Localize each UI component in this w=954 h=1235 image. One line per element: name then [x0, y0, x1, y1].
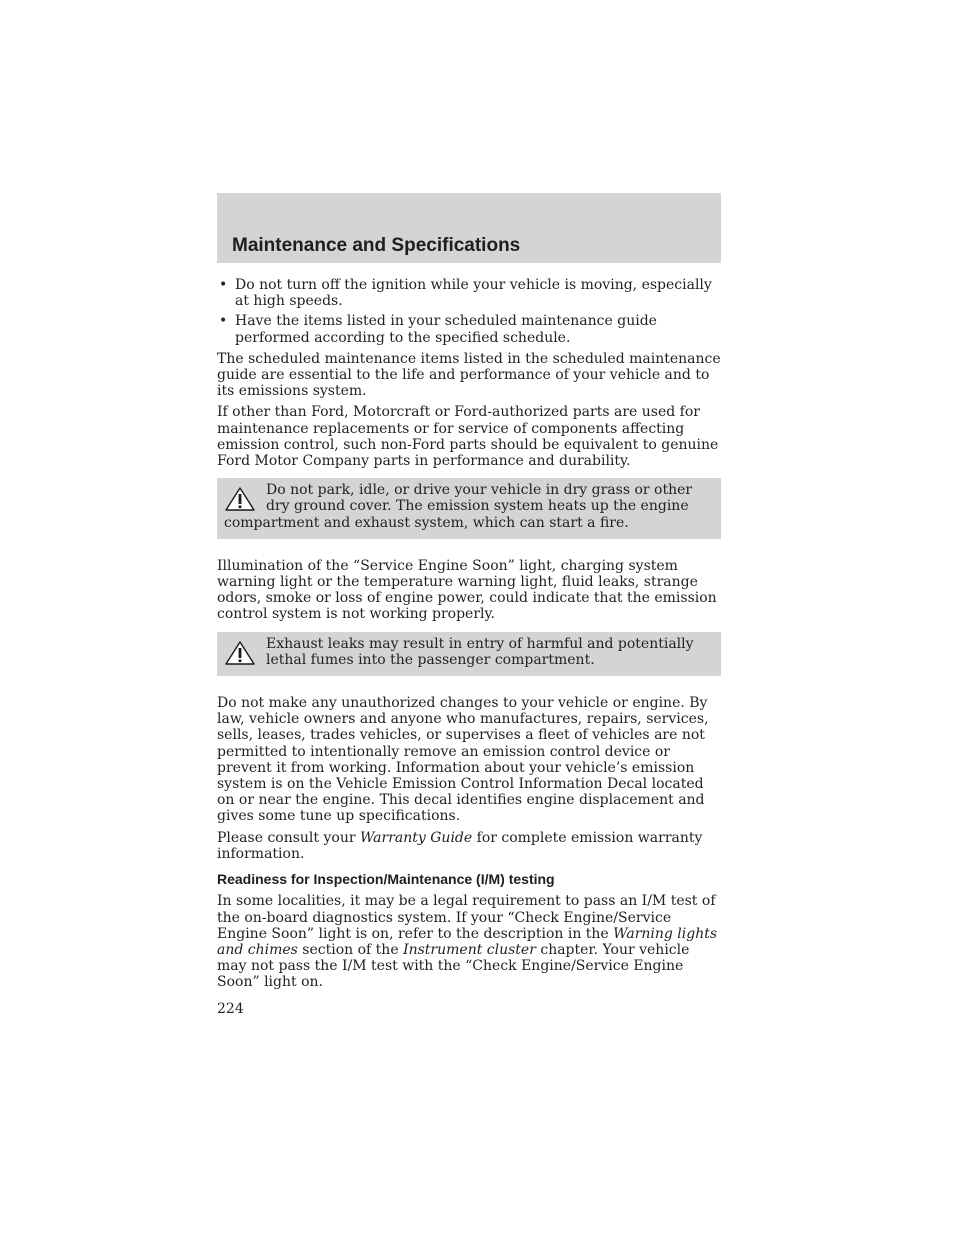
page-content — [217, 277, 721, 1022]
italic-section-reference: Warning lights and chimes — [217, 925, 718, 958]
italic-title-warranty-guide: Warranty Guide — [360, 829, 473, 846]
bullet-dot: • — [219, 277, 228, 293]
italic-chapter-reference: Instrument cluster — [403, 941, 536, 958]
bullet-list — [217, 277, 721, 346]
paragraph-im-test — [217, 893, 721, 990]
text-span: section of the — [297, 941, 404, 958]
paragraph-illumination: Illumination of the “Service Engine Soon” light, charging system warning light or the temperature warning light, fluid leaks, strange odors, smoke or loss of engine power, could indicate that the emission control system is not working properly. — [217, 557, 717, 623]
paragraph-scheduled-maintenance: The scheduled maintenance items listed in the scheduled maintenance guide are essential to the life and performance of your vehicle and to its emissions system. — [217, 350, 721, 400]
paragraph-unauthorized-changes: Do not make any unauthorized changes to your vehicle or engine. By law, vehicle owners and anyone who manufactures, repairs, services, sells, leases, trades vehicles, or supervises a fleet of vehicles are not permitted to intentionally remove an emission control device or prevent it from working. Information about your vehicle’s emission system is on the Vehicle Emission Control Information Decal located on or near the engine. This decal identifies engine displacement and gives some tune up specifications. — [217, 695, 709, 825]
text-span: Please consult your — [217, 829, 360, 846]
list-item — [217, 277, 721, 309]
text-span: chapter. Your vehicle may not pass the I/M test with the “Check Engine/Service Engine Soon” light on. — [217, 941, 690, 991]
section-header — [217, 193, 721, 263]
list-item — [217, 313, 721, 345]
bullet-text: Have the items listed in your scheduled maintenance guide performed according to the specified schedule. — [235, 313, 657, 346]
warning-text: Do not park, idle, or drive your vehicle in dry grass or other dry ground cover. The emission system heats up the engine compartment and exhaust system, which can start a fire. — [224, 482, 693, 531]
warning-text: Exhaust leaks may result in entry of harmful and potentially lethal fumes into the passenger compartment. — [266, 635, 694, 668]
subheading-readiness: Readiness for Inspection/Maintenance (I/M) testing — [217, 871, 555, 888]
page-number: 224 — [217, 1000, 244, 1017]
warning-triangle-icon — [224, 486, 256, 512]
warning-triangle-icon — [224, 640, 256, 666]
warning-box-fire — [217, 478, 721, 539]
bullet-dot: • — [219, 313, 228, 330]
section-title: Maintenance and Specifications — [232, 235, 521, 256]
bullet-text: Do not turn off the ignition while your vehicle is moving, especially at high speeds. — [235, 277, 712, 310]
text-span: for complete emission warranty information. — [217, 829, 703, 862]
text-span: In some localities, it may be a legal requirement to pass an I/M test of the on-board diagnostics system. If your “Check Engine/Service Engine Soon” light is on, refer to the description in the — [217, 893, 716, 942]
paragraph-warranty — [217, 830, 721, 862]
paragraph-parts: If other than Ford, Motorcraft or Ford-authorized parts are used for maintenance replacements or for service of components affecting emission control, such non-Ford parts should be equivalent to genuine Ford Motor Company parts in performance and durability. — [217, 404, 719, 470]
warning-box-exhaust — [217, 632, 721, 676]
